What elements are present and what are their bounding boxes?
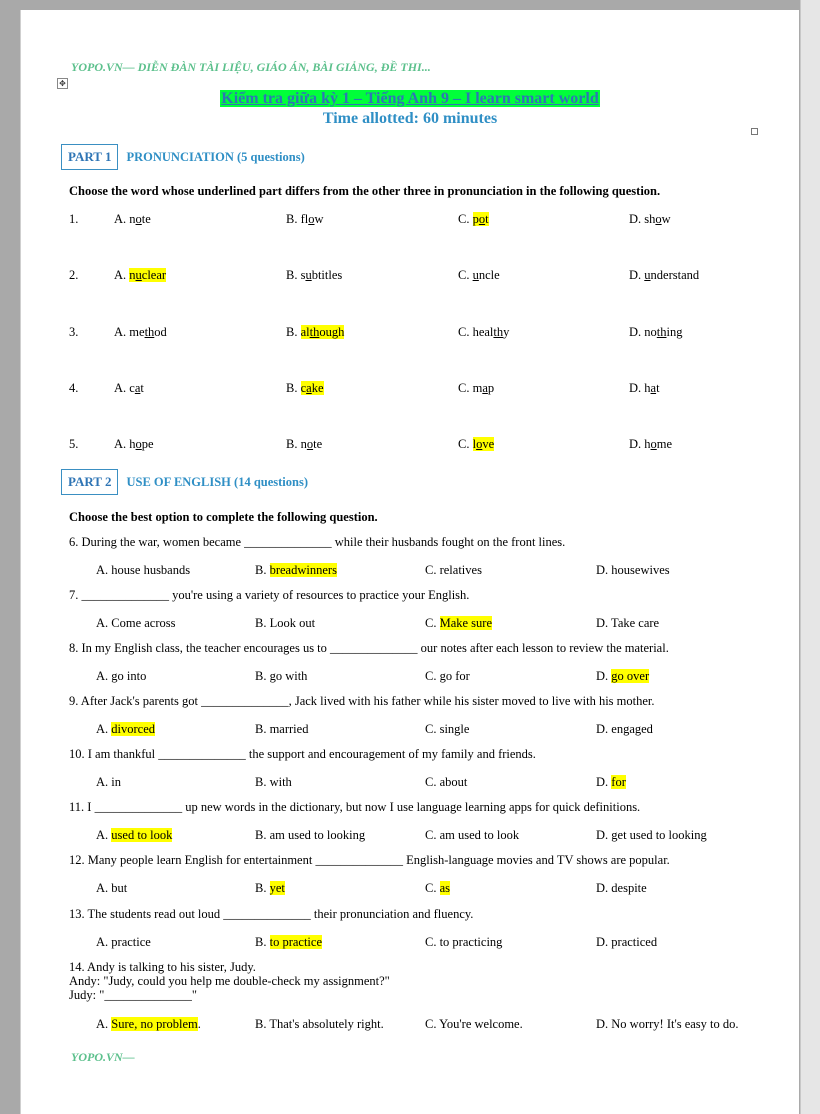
part2-instruction: Choose the best option to complete the following question. xyxy=(69,510,378,524)
question-13-stem: 13. The students read out loud ______________ their pronunciation and fluency. xyxy=(69,907,474,921)
part1-heading xyxy=(61,144,305,170)
part1-title: PRONUNCIATION (5 questions) xyxy=(126,149,305,164)
footer-site-text: YOPO.VN— xyxy=(71,1050,135,1064)
question-10-stem: 10. I am thankful ______________ the support and encouragement of my family and friends. xyxy=(69,747,536,761)
question-11-options: A. used to look B. am used to looking C. am used to look D. get used to looking xyxy=(96,828,707,842)
pron-question-4: 4. A. cat B. cake C. map D. hat xyxy=(69,381,660,395)
question-7-stem: 7. ______________ you're using a variety of resources to practice your English. xyxy=(69,588,470,602)
question-11-stem: 11. I ______________ up new words in the dictionary, but now I use language learning apps for quick definitions. xyxy=(69,800,641,814)
question-8-stem: 8. In my English class, the teacher encourages us to ______________ our notes after each lesson to review the material. xyxy=(69,641,669,655)
question-14-dialogue-andy: Andy: "Judy, could you help me double-check my assignment?" xyxy=(69,974,390,988)
header-site-text: YOPO.VN— DIỄN ĐÀN TÀI LIỆU, GIÁO ÁN, BÀI GIẢNG, ĐỀ THI... xyxy=(71,60,431,74)
question-12-stem: 12. Many people learn English for entertainment ______________ English-language movies and TV shows are popular. xyxy=(69,853,670,867)
part1-instruction: Choose the word whose underlined part differs from the other three in pronunciation in the following question. xyxy=(69,184,661,198)
part2-title: USE OF ENGLISH (14 questions) xyxy=(126,474,309,489)
pron-question-1: 1. A. note B. flow C. pot D. show xyxy=(69,212,671,226)
part1-label: PART 1 xyxy=(61,144,118,170)
document-page xyxy=(20,10,799,1114)
pron-question-2: 2. A. nuclear B. subtitles C. uncle D. understand xyxy=(69,268,700,282)
vertical-scroll-strip[interactable] xyxy=(800,0,820,1114)
exam-title: Kiểm tra giữa kỳ 1 – Tiếng Anh 9 – I learn smart world xyxy=(221,90,599,107)
cell-marker-icon xyxy=(751,128,758,135)
table-move-handle-icon[interactable]: ✥ xyxy=(57,78,68,89)
question-14-stem: 14. Andy is talking to his sister, Judy. xyxy=(69,960,256,974)
question-6-options: A. house husbands B. breadwinners C. relatives D. housewives xyxy=(96,563,670,577)
exam-subtitle: Time allotted: 60 minutes xyxy=(322,110,498,127)
question-7-options: A. Come across B. Look out C. Make sure D. Take care xyxy=(96,616,660,630)
question-10-options: A. in B. with C. about D. for xyxy=(96,775,626,789)
question-9-stem: 9. After Jack's parents got ______________, Jack lived with his father while his sister moved to live with his mother. xyxy=(69,694,655,708)
question-12-options: A. but B. yet C. as D. despite xyxy=(96,881,647,895)
question-9-options: A. divorced B. married C. single D. engaged xyxy=(96,722,653,736)
pron-question-5: 5. A. hope B. note C. love D. home xyxy=(69,437,673,451)
question-14-options: A. Sure, no problem. B. That's absolutely right. C. You're welcome. D. No worry! It's easy to do. xyxy=(96,1017,739,1031)
question-14-dialogue-judy: Judy: "______________" xyxy=(69,988,197,1002)
pron-question-3: 3. A. method B. although C. healthy D. nothing xyxy=(69,325,683,339)
part2-heading xyxy=(61,469,308,495)
question-13-options: A. practice B. to practice C. to practicing D. practiced xyxy=(96,935,658,949)
question-6-stem: 6. During the war, women became ______________ while their husbands fought on the front lines. xyxy=(69,535,566,549)
question-8-options: A. go into B. go with C. go for D. go over xyxy=(96,669,650,683)
part2-label: PART 2 xyxy=(61,469,118,495)
